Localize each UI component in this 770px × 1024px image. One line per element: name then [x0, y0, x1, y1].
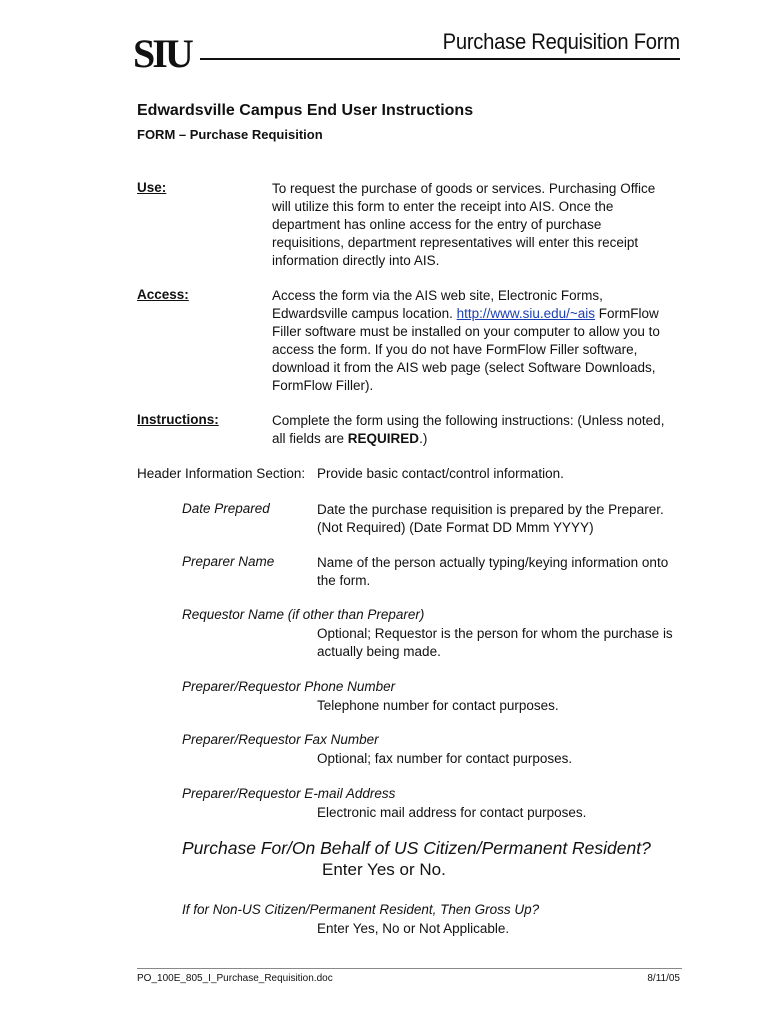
phone-label: Preparer/Requestor Phone Number	[182, 679, 396, 694]
email-text: Electronic mail address for contact purposes.	[317, 805, 587, 820]
preparer-name-label: Preparer Name	[182, 554, 275, 569]
instructions-text-before: Complete the form using the following instructions: (Unless noted, all fields are	[272, 413, 665, 446]
header-section-text: Provide basic contact/control information.	[317, 466, 564, 481]
gross-up-text: Enter Yes, No or Not Applicable.	[317, 921, 510, 936]
access-text-after: FormFlow Filler software must be installed on your computer to allow you to access the form. If you do not have FormFlow Filler software, download it from the AIS web page (select Software Downloads, FormFlow Filler).	[272, 306, 660, 393]
us-citizen-answer: Enter Yes or No.	[322, 860, 446, 879]
access-text-before: Access the form via the AIS web site, Electronic Forms, Edwardsville campus location.	[272, 288, 603, 321]
ais-link[interactable]: http://www.siu.edu/~ais	[456, 306, 596, 321]
use-label: Use:	[137, 180, 167, 195]
us-citizen-question: Purchase For/On Behalf of US Citizen/Permanent Resident?	[182, 838, 651, 858]
header-section-label: Header Information Section:	[137, 466, 306, 481]
access-label: Access:	[137, 287, 189, 302]
phone-text: Telephone number for contact purposes.	[317, 698, 559, 713]
instructions-text	[272, 412, 672, 448]
form-title: Purchase Requisition Form	[442, 29, 680, 54]
preparer-name-text: Name of the person actually typing/keying information onto the form.	[317, 555, 669, 588]
page-subtitle: FORM – Purchase Requisition	[137, 127, 323, 142]
fax-text: Optional; fax number for contact purposes.	[317, 751, 573, 766]
email-label: Preparer/Requestor E-mail Address	[182, 786, 396, 801]
fax-label: Preparer/Requestor Fax Number	[182, 732, 379, 747]
footer-filename: PO_100E_805_I_Purchase_Requisition.doc	[137, 973, 333, 984]
footer-rule	[137, 968, 682, 969]
date-prepared-label: Date Prepared	[182, 501, 270, 516]
use-text: To request the purchase of goods or services. Purchasing Office will utilize this form to enter the receipt into AIS. Once the department has online access for the entry of purchase requisitions, department representatives will enter this receipt information directly into AIS.	[272, 181, 656, 268]
siu-logo: SIU	[133, 31, 191, 76]
header-rule	[200, 58, 680, 60]
date-prepared-text: Date the purchase requisition is prepared by the Preparer. (Not Required) (Date Format DD Mmm YYYY)	[317, 502, 664, 535]
page-title: Edwardsville Campus End User Instructions	[137, 102, 474, 119]
requestor-name-text: Optional; Requestor is the person for whom the purchase is actually being made.	[317, 626, 673, 659]
access-text	[272, 287, 672, 395]
instructions-text-after: .)	[419, 431, 428, 446]
instructions-label: Instructions:	[137, 412, 219, 427]
required-emphasis: REQUIRED	[347, 431, 420, 446]
requestor-name-label: Requestor Name (if other than Preparer)	[182, 607, 425, 622]
footer-date: 8/11/05	[647, 973, 680, 984]
gross-up-label: If for Non-US Citizen/Permanent Resident, Then Gross Up?	[182, 902, 540, 917]
